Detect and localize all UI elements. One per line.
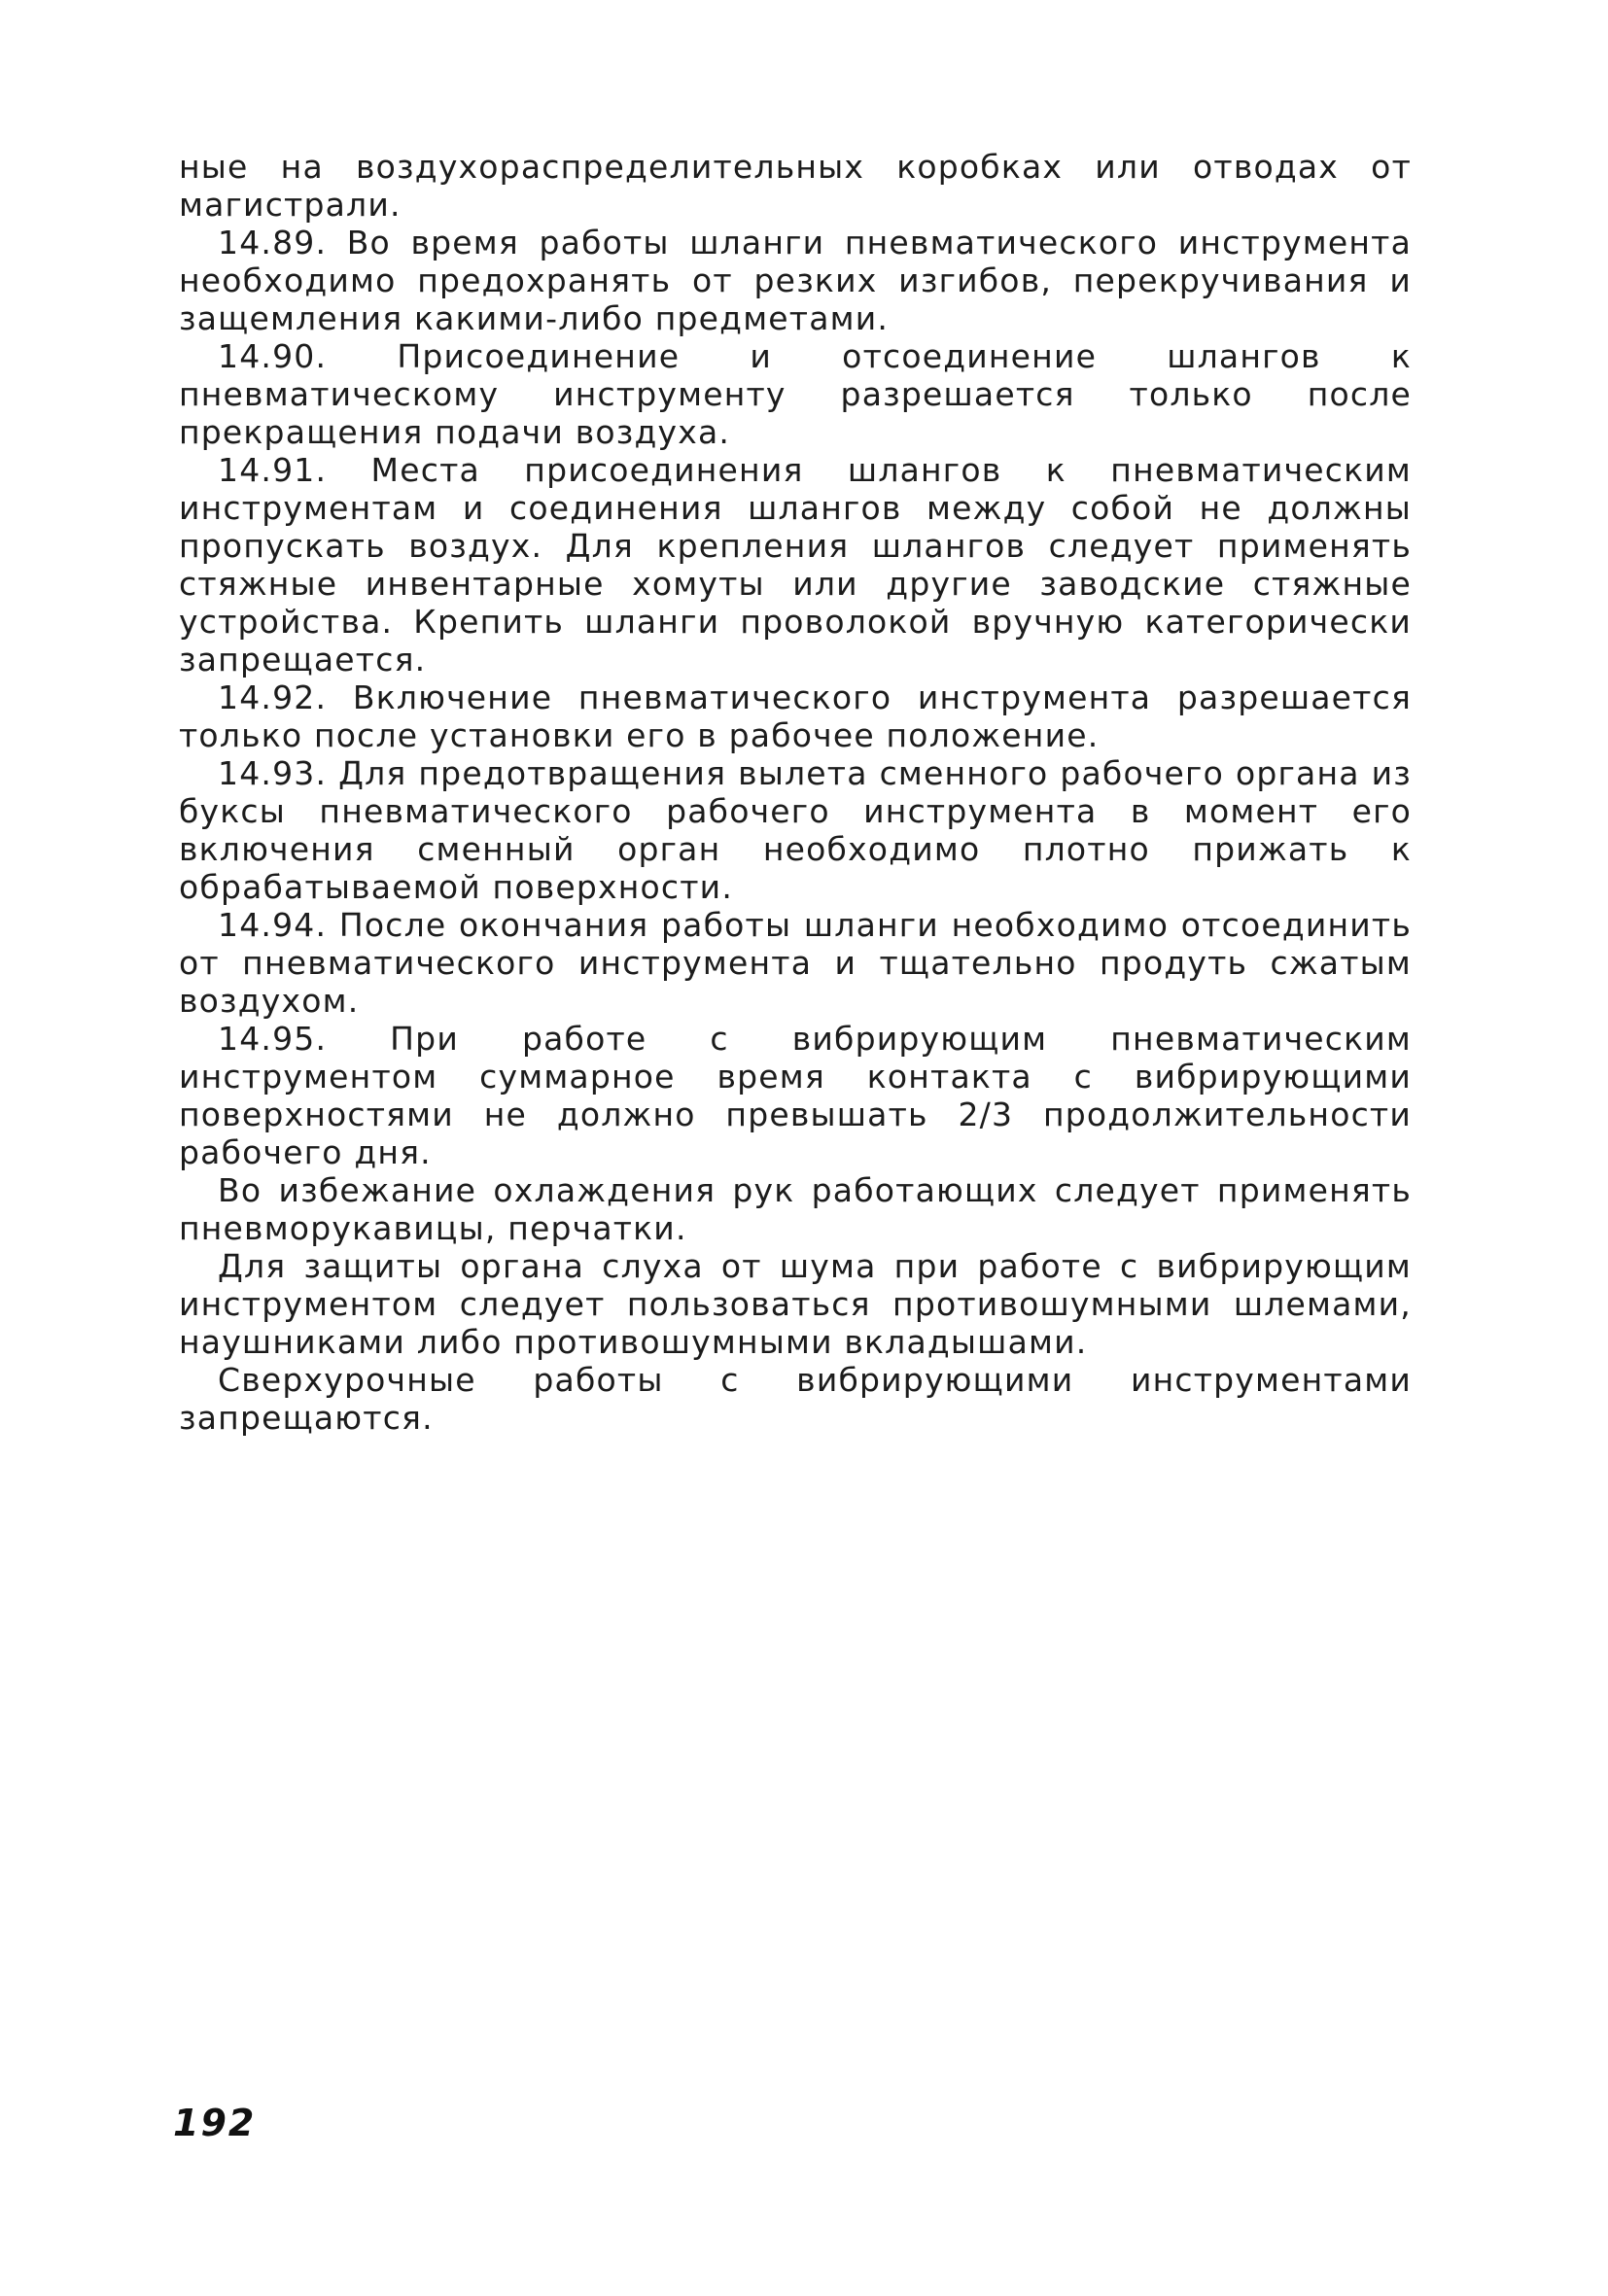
paragraph-14-95: 14.95. При работе с вибрирующим пневматическим инструментом суммарное время контакта с вибрирующими поверхностями не должно превышать 2/3 продолжительности рабочего дня. (179, 1020, 1412, 1171)
paragraph-continuation: ные на воздухораспределительных коробках или отводах от магистрали. (179, 148, 1412, 224)
paragraph-14-92: 14.92. Включение пневматического инструмента разрешается только после установки его в рабочее положение. (179, 678, 1412, 754)
body-text (179, 148, 1412, 1437)
paragraph-14-93: 14.93. Для предотвращения вылета сменного рабочего органа из буксы пневматического рабочего инструмента в момент его включения сменный орган необходимо плотно прижать к обрабатываемой поверхности. (179, 754, 1412, 906)
paragraph-hearing-protection: Для защиты органа слуха от шума при работе с вибрирующим инструментом следует пользоваться противошумными шлемами, наушниками либо противошумными вкладышами. (179, 1247, 1412, 1361)
paragraph-overtime-ban: Сверхурочные работы с вибрирующими инструментами запрещаются. (179, 1361, 1412, 1437)
paragraph-hand-protection: Во избежание охлаждения рук работающих следует применять пневморукавицы, перчатки. (179, 1171, 1412, 1247)
paragraph-14-94: 14.94. После окончания работы шланги необходимо отсоединить от пневматического инструмента и тщательно продуть сжатым воздухом. (179, 906, 1412, 1020)
paragraph-14-91: 14.91. Места присоединения шлангов к пневматическим инструментам и соединения шлангов между собой не должны пропускать воздух. Для крепления шлангов следует применять стяжные инвентарные хомуты или другие заводские стяжные устройства. Крепить шланги проволокой вручную категорически запрещается. (179, 451, 1412, 678)
paragraph-14-90: 14.90. Присоединение и отсоединение шлангов к пневматическому инструменту разрешается только после прекращения подачи воздуха. (179, 337, 1412, 451)
page-number: 192 (173, 2102, 257, 2144)
paragraph-14-89: 14.89. Во время работы шланги пневматического инструмента необходимо предохранять от резких изгибов, перекручивания и защемления какими-либо предметами. (179, 224, 1412, 337)
